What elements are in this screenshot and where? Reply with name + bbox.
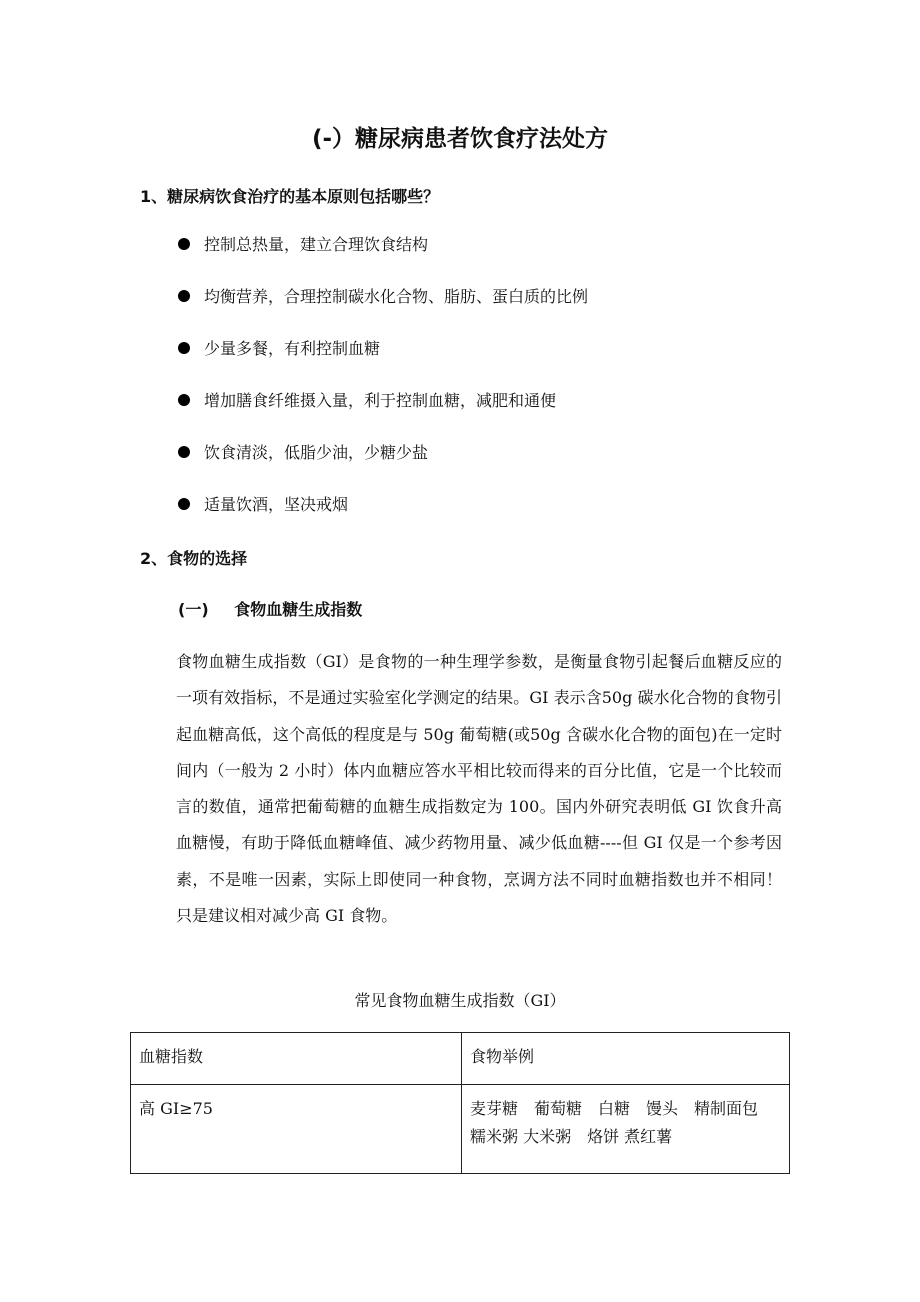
bullet-dot-icon — [178, 238, 190, 250]
list-item — [178, 232, 818, 284]
table-header-row — [131, 1033, 790, 1085]
bullet-dot-icon — [178, 290, 190, 302]
gi-index-cell: 高 GI≥75 — [131, 1085, 462, 1174]
subsection-number: (一) — [178, 600, 209, 619]
page-title: (-）糖尿病患者饮食疗法处方 — [311, 126, 609, 152]
principles-list — [178, 232, 818, 544]
subsection-heading — [178, 597, 362, 620]
gi-paragraph: 食物血糖生成指数（GI）是食物的一种生理学参数，是衡量食物引起餐后血糖反应的一项有效指标，不是通过实验室化学测定的结果。GI 表示含50g 碳水化合物的食物引起血糖高低，这个高低的程度是与 50g 葡萄糖(或50g 含碳水化合物的面包)在一定时间内（一般为 2 小时）体内血糖应答水平相比较而得来的百分比值，它是一个比较而言的数值，通常把葡萄糖的血糖生成指数定为 100。国内外研究表明低 GI 饮食升高血糖慢，有助于降低血糖峰值、减少药物用量、减少低血糖----但 GI 仅是一个参考因素，不是唯一因素，实际上即使同一种食物，烹调方法不同时血糖指数也并不相同！只是建议相对减少高 GI 食物。 — [176, 652, 782, 926]
bullet-dot-icon — [178, 394, 190, 406]
list-item — [178, 336, 818, 388]
list-item-text: 增加膳食纤维摄入量，利于控制血糖，减肥和通便 — [204, 391, 557, 410]
bullet-dot-icon — [178, 498, 190, 510]
section2-heading: 2、食物的选择 — [140, 549, 248, 568]
bullet-dot-icon — [178, 342, 190, 354]
table-header-cell: 食物举例 — [462, 1033, 790, 1085]
section1-heading: 1、糖尿病饮食治疗的基本原则包括哪些？ — [140, 187, 440, 206]
gi-table — [130, 1032, 790, 1174]
list-item-text: 饮食清淡，低脂少油，少糖少盐 — [204, 443, 429, 462]
subsection-title: 食物血糖生成指数 — [234, 600, 363, 619]
list-item-text: 少量多餐，有利控制血糖 — [204, 339, 381, 358]
list-item-text: 适量饮酒，坚决戒烟 — [204, 495, 349, 514]
table-header-cell: 血糖指数 — [131, 1033, 462, 1085]
list-item-text: 均衡营养，合理控制碳水化合物、脂肪、蛋白质的比例 — [204, 287, 589, 306]
table-caption: 常见食物血糖生成指数（GI） — [354, 991, 566, 1010]
list-item-text: 控制总热量，建立合理饮食结构 — [204, 235, 429, 254]
bullet-dot-icon — [178, 446, 190, 458]
list-item — [178, 492, 818, 544]
table-row — [131, 1085, 790, 1174]
list-item — [178, 440, 818, 492]
list-item — [178, 284, 818, 336]
food-examples-cell: 麦芽糖 葡萄糖 白糖 馒头 精制面包 糯米粥 大米粥 烙饼 煮红薯 — [462, 1085, 790, 1174]
list-item — [178, 388, 818, 440]
